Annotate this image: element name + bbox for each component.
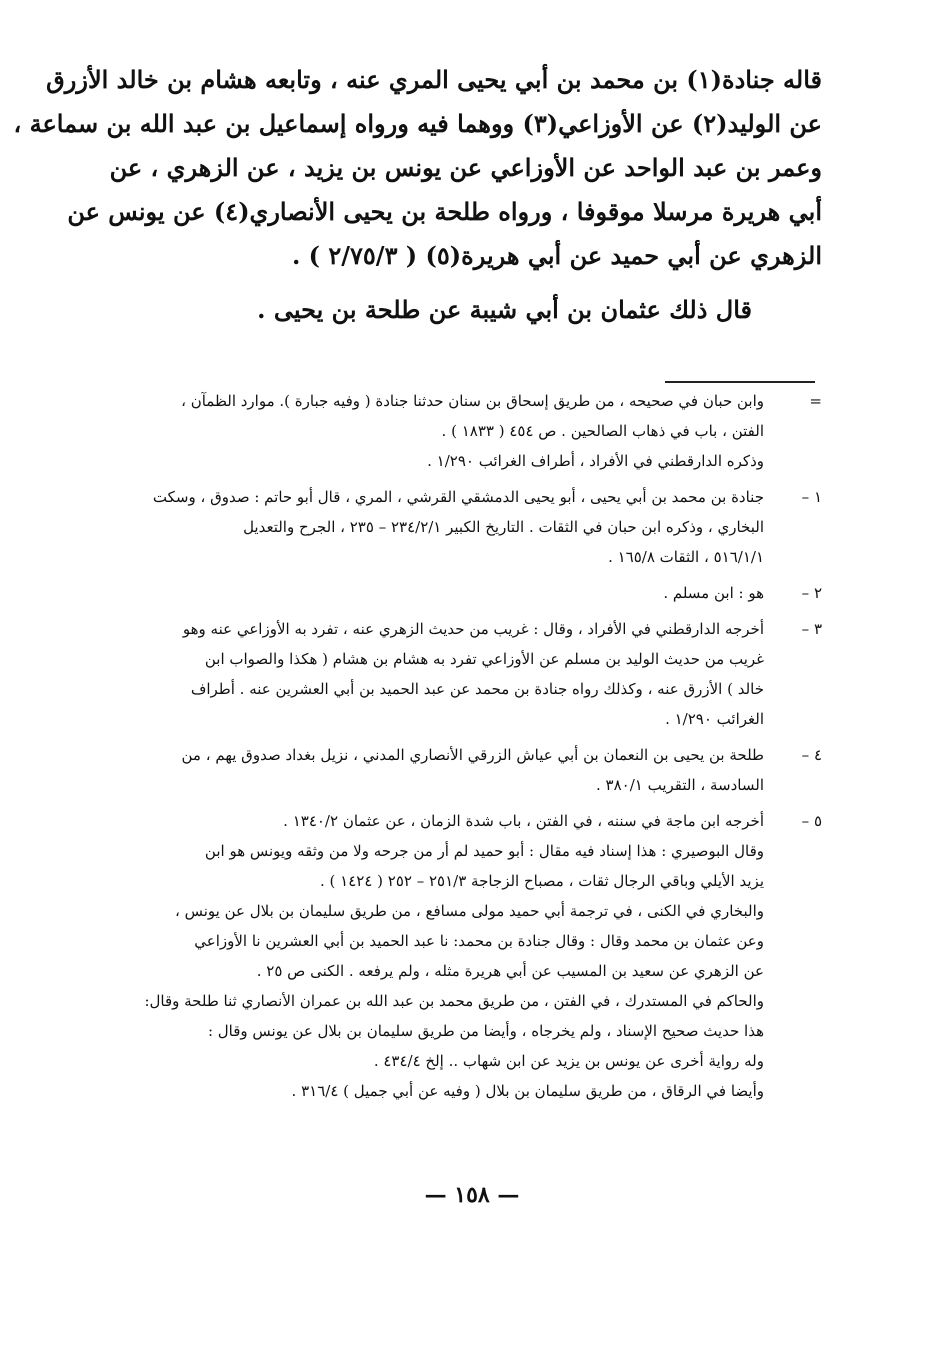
footnote-3	[110, 614, 822, 734]
footnote-line: ٥١٦/١/١ ، الثقات ١٦٥/٨ .	[608, 548, 764, 566]
footnote-line: وذكره الدارقطني في الأفراد ، أطراف الغرائب ١/٢٩٠ .	[427, 452, 764, 470]
footnotes	[110, 386, 822, 1112]
footnote-line: وابن حبان في صحيحه ، من طريق إسحاق بن سنان حدثنا جنادة ( وفيه جبارة ). موارد الظمآن ،	[181, 392, 764, 410]
closing-line: قال ذلك عثمان بن أبي شيبة عن طلحة بن يحيى .	[257, 295, 752, 324]
footnote-line: أخرجه ابن ماجة في سننه ، في الفتن ، باب شدة الزمان ، عن عثمان ١٣٤٠/٢ .	[283, 812, 764, 830]
footnote-line: والحاكم في المستدرك ، في الفتن ، من طريق محمد بن عبد الله بن عمران الأنصاري ثنا طلحة وقال:	[144, 992, 764, 1010]
main-line: الزهري عن أبي حميد عن أبي هريرة(٥) ( ٢/٧٥/٣ ) .	[291, 241, 822, 270]
footnote-line: والبخاري في الكنى ، في ترجمة أبي حميد مولى مسافع ، من طريق سليمان بن بلال عن يونس ،	[175, 902, 764, 920]
footnote-2	[110, 578, 822, 608]
main-line: وعمر بن عبد الواحد عن الأوزاعي عن يونس بن يزيد ، عن الزهري ، عن	[109, 153, 822, 182]
footnote-marker: =	[809, 392, 822, 410]
footnote-marker: ٣ –	[801, 620, 822, 638]
main-line: قاله جنادة(١) بن محمد بن أبي يحيى المري عنه ، وتابعه هشام بن خالد الأزرق	[46, 65, 822, 94]
footnote-5	[110, 806, 822, 1106]
footnote-line: وعن عثمان بن محمد وقال : وقال جنادة بن محمد: نا عبد الحميد بن أبي العشرين نا الأوزاعي	[194, 932, 764, 950]
footnote-line: يزيد الأيلي وباقي الرجال ثقات ، مصباح الزجاجة ٢٥١/٣ – ٢٥٢ ( ١٤٢٤ ) .	[320, 872, 764, 890]
main-paragraph	[13, 58, 822, 278]
footnote-line: البخاري ، وذكره ابن حبان في الثقات . التاريخ الكبير ٢٣٤/٢/١ – ٢٣٥ ، الجرح والتعديل	[243, 518, 764, 536]
footnote-line: الفتن ، باب في ذهاب الصالحين . ص ٤٥٤ ( ١٨٣٣ ) .	[441, 422, 764, 440]
footnote-line: طلحة بن يحيى بن النعمان بن أبي عياش الزرقي الأنصاري المدني ، نزيل بغداد صدوق يهم ، من	[181, 746, 764, 764]
footnote-line: السادسة ، التقريب ٣٨٠/١ .	[596, 776, 764, 794]
footnote-1	[110, 482, 822, 572]
footnote-line: هو : ابن مسلم .	[663, 584, 764, 602]
footnote-line: وله رواية أخرى عن يونس بن يزيد عن ابن شهاب .. إلخ ٤٣٤/٤ .	[373, 1052, 764, 1070]
footnote-line: هذا حديث صحيح الإسناد ، ولم يخرجاه ، وأيضا من طريق سليمان بن بلال عن يونس وقال :	[207, 1022, 764, 1040]
page-number: — ١٥٨ —	[424, 1182, 520, 1208]
footnote-line: أخرجه الدارقطني في الأفراد ، وقال : غريب من حديث الزهري عنه ، تفرد به الأوزاعي عنه وهو	[182, 620, 764, 638]
main-line: أبي هريرة مرسلا موقوفا ، ورواه طلحة بن يحيى الأنصاري(٤) عن يونس عن	[67, 197, 822, 226]
footnote-separator	[665, 381, 815, 383]
closing-paragraph	[110, 288, 822, 332]
footnote-line: خالد ) الأزرق عنه ، وكذلك رواه جنادة بن محمد عن عبد الحميد بن أبي العشرين عنه . أطراف	[190, 680, 764, 698]
footnote-marker: ٢ –	[801, 584, 822, 602]
footnote-line: غريب من حديث الوليد بن مسلم عن الأوزاعي تفرد به هشام بن هشام ( هكذا والصواب ابن	[204, 650, 764, 668]
footnote-marker: ١ –	[801, 488, 822, 506]
main-text	[13, 58, 822, 332]
footnote-line: الغرائب ١/٢٩٠ .	[665, 710, 764, 728]
footnote-line: وأيضا في الرقاق ، من طريق سليمان بن بلال ( وفيه عن أبي جميل ) ٣١٦/٤ .	[291, 1082, 764, 1100]
footnote-line: عن الزهري عن سعيد بن المسيب عن أبي هريرة مثله ، ولم يرفعه . الكنى ص ٢٥ .	[256, 962, 764, 980]
footnote-line: وقال البوصيري : هذا إسناد فيه مقال : أبو حميد لم أر من جرحه ولا من وثقه ويونس هو ابن	[204, 842, 764, 860]
footnote-line: جنادة بن محمد بن أبي يحيى ، أبو يحيى الدمشقي القرشي ، المري ، قال أبو حاتم : صدوق ، وسكت	[152, 488, 764, 506]
footnote-continuation	[110, 386, 822, 476]
footnote-marker: ٤ –	[801, 746, 822, 764]
footnote-marker: ٥ –	[801, 812, 822, 830]
main-line: عن الوليد(٢) عن الأوزاعي(٣) ووهما فيه ورواه إسماعيل بن عبد الله بن سماعة ،	[13, 109, 822, 138]
footnote-4	[110, 740, 822, 800]
